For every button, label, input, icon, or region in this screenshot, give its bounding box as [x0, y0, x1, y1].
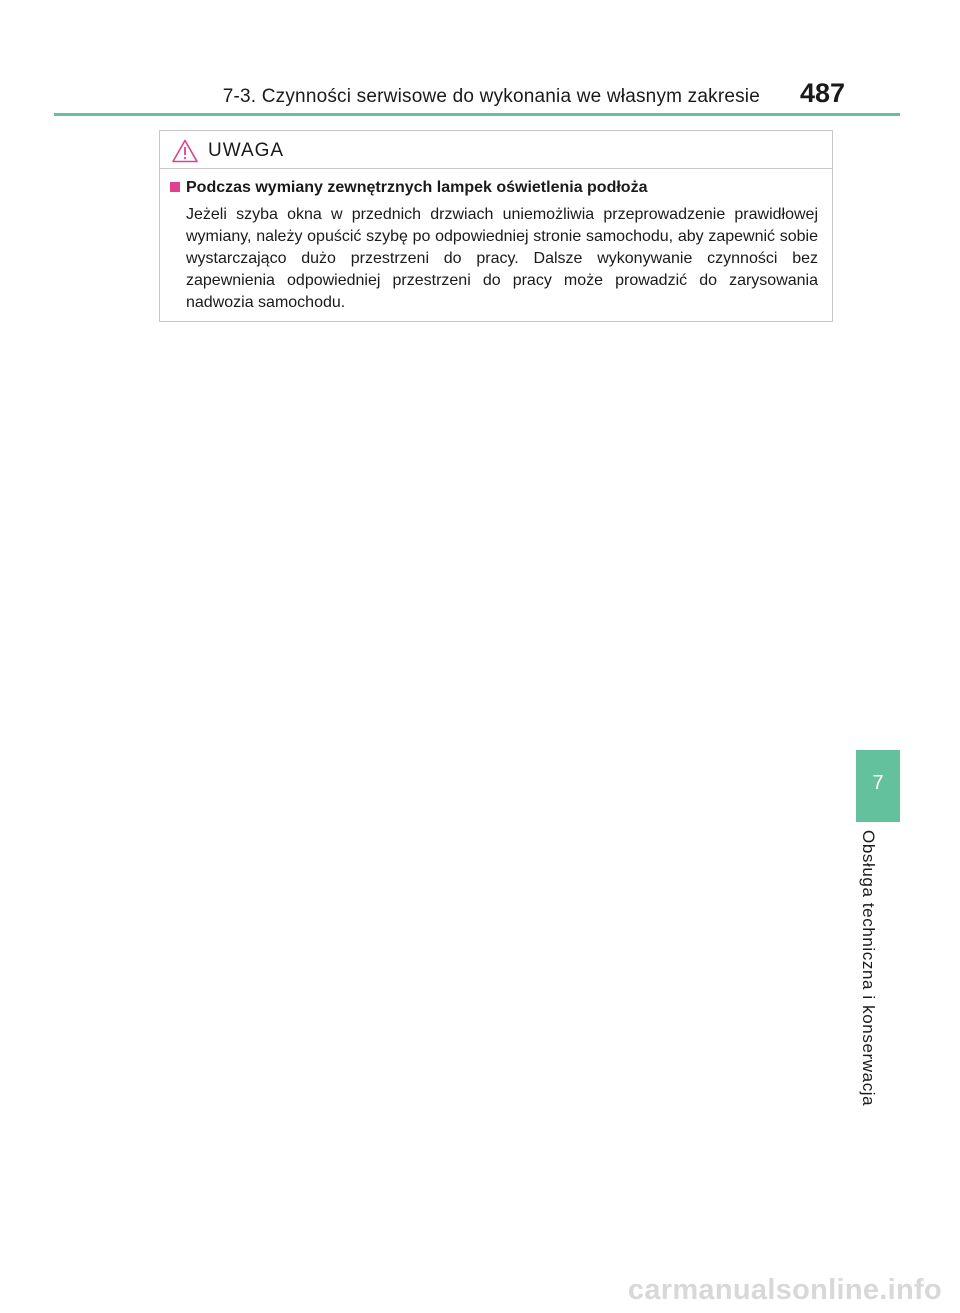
- warning-subheading: [170, 179, 647, 197]
- chapter-label: Obsługa techniczna i konserwacja: [859, 830, 878, 1107]
- warning-header: [160, 131, 832, 169]
- page-number: 487: [800, 78, 846, 108]
- warning-box: [159, 130, 833, 322]
- watermark: carmanualsonline.info: [627, 1274, 942, 1306]
- chapter-number: 7: [872, 772, 884, 794]
- warning-label: UWAGA: [208, 140, 285, 161]
- warning-subheading-text: Podczas wymiany zewnętrznych lampek oświetlenia podłoża: [186, 179, 648, 196]
- warning-triangle-icon: [172, 139, 198, 163]
- section-title: 7-3. Czynności serwisowe do wykonania we własnym zakresie: [222, 86, 760, 107]
- warning-body-text: Jeżeli szyba okna w przednich drzwiach uniemożliwia przeprowadzenie prawidłowej wymiany, należy opuścić szybę po odpowiedniej stronie samochodu, aby zapewnić sobie wystarczająco dużo przestrzeni do pracy. Dalsze wykonywanie czynności bez zapewnienia odpowiedniej przestrzeni do pracy może prowadzić do zarysowania nadwozia samochodu.: [186, 206, 818, 311]
- chapter-tab: [856, 750, 900, 822]
- header-divider: [54, 113, 900, 116]
- chapter-label-wrap: [858, 830, 888, 1110]
- page-header: [0, 0, 960, 116]
- square-bullet-icon: [170, 182, 180, 192]
